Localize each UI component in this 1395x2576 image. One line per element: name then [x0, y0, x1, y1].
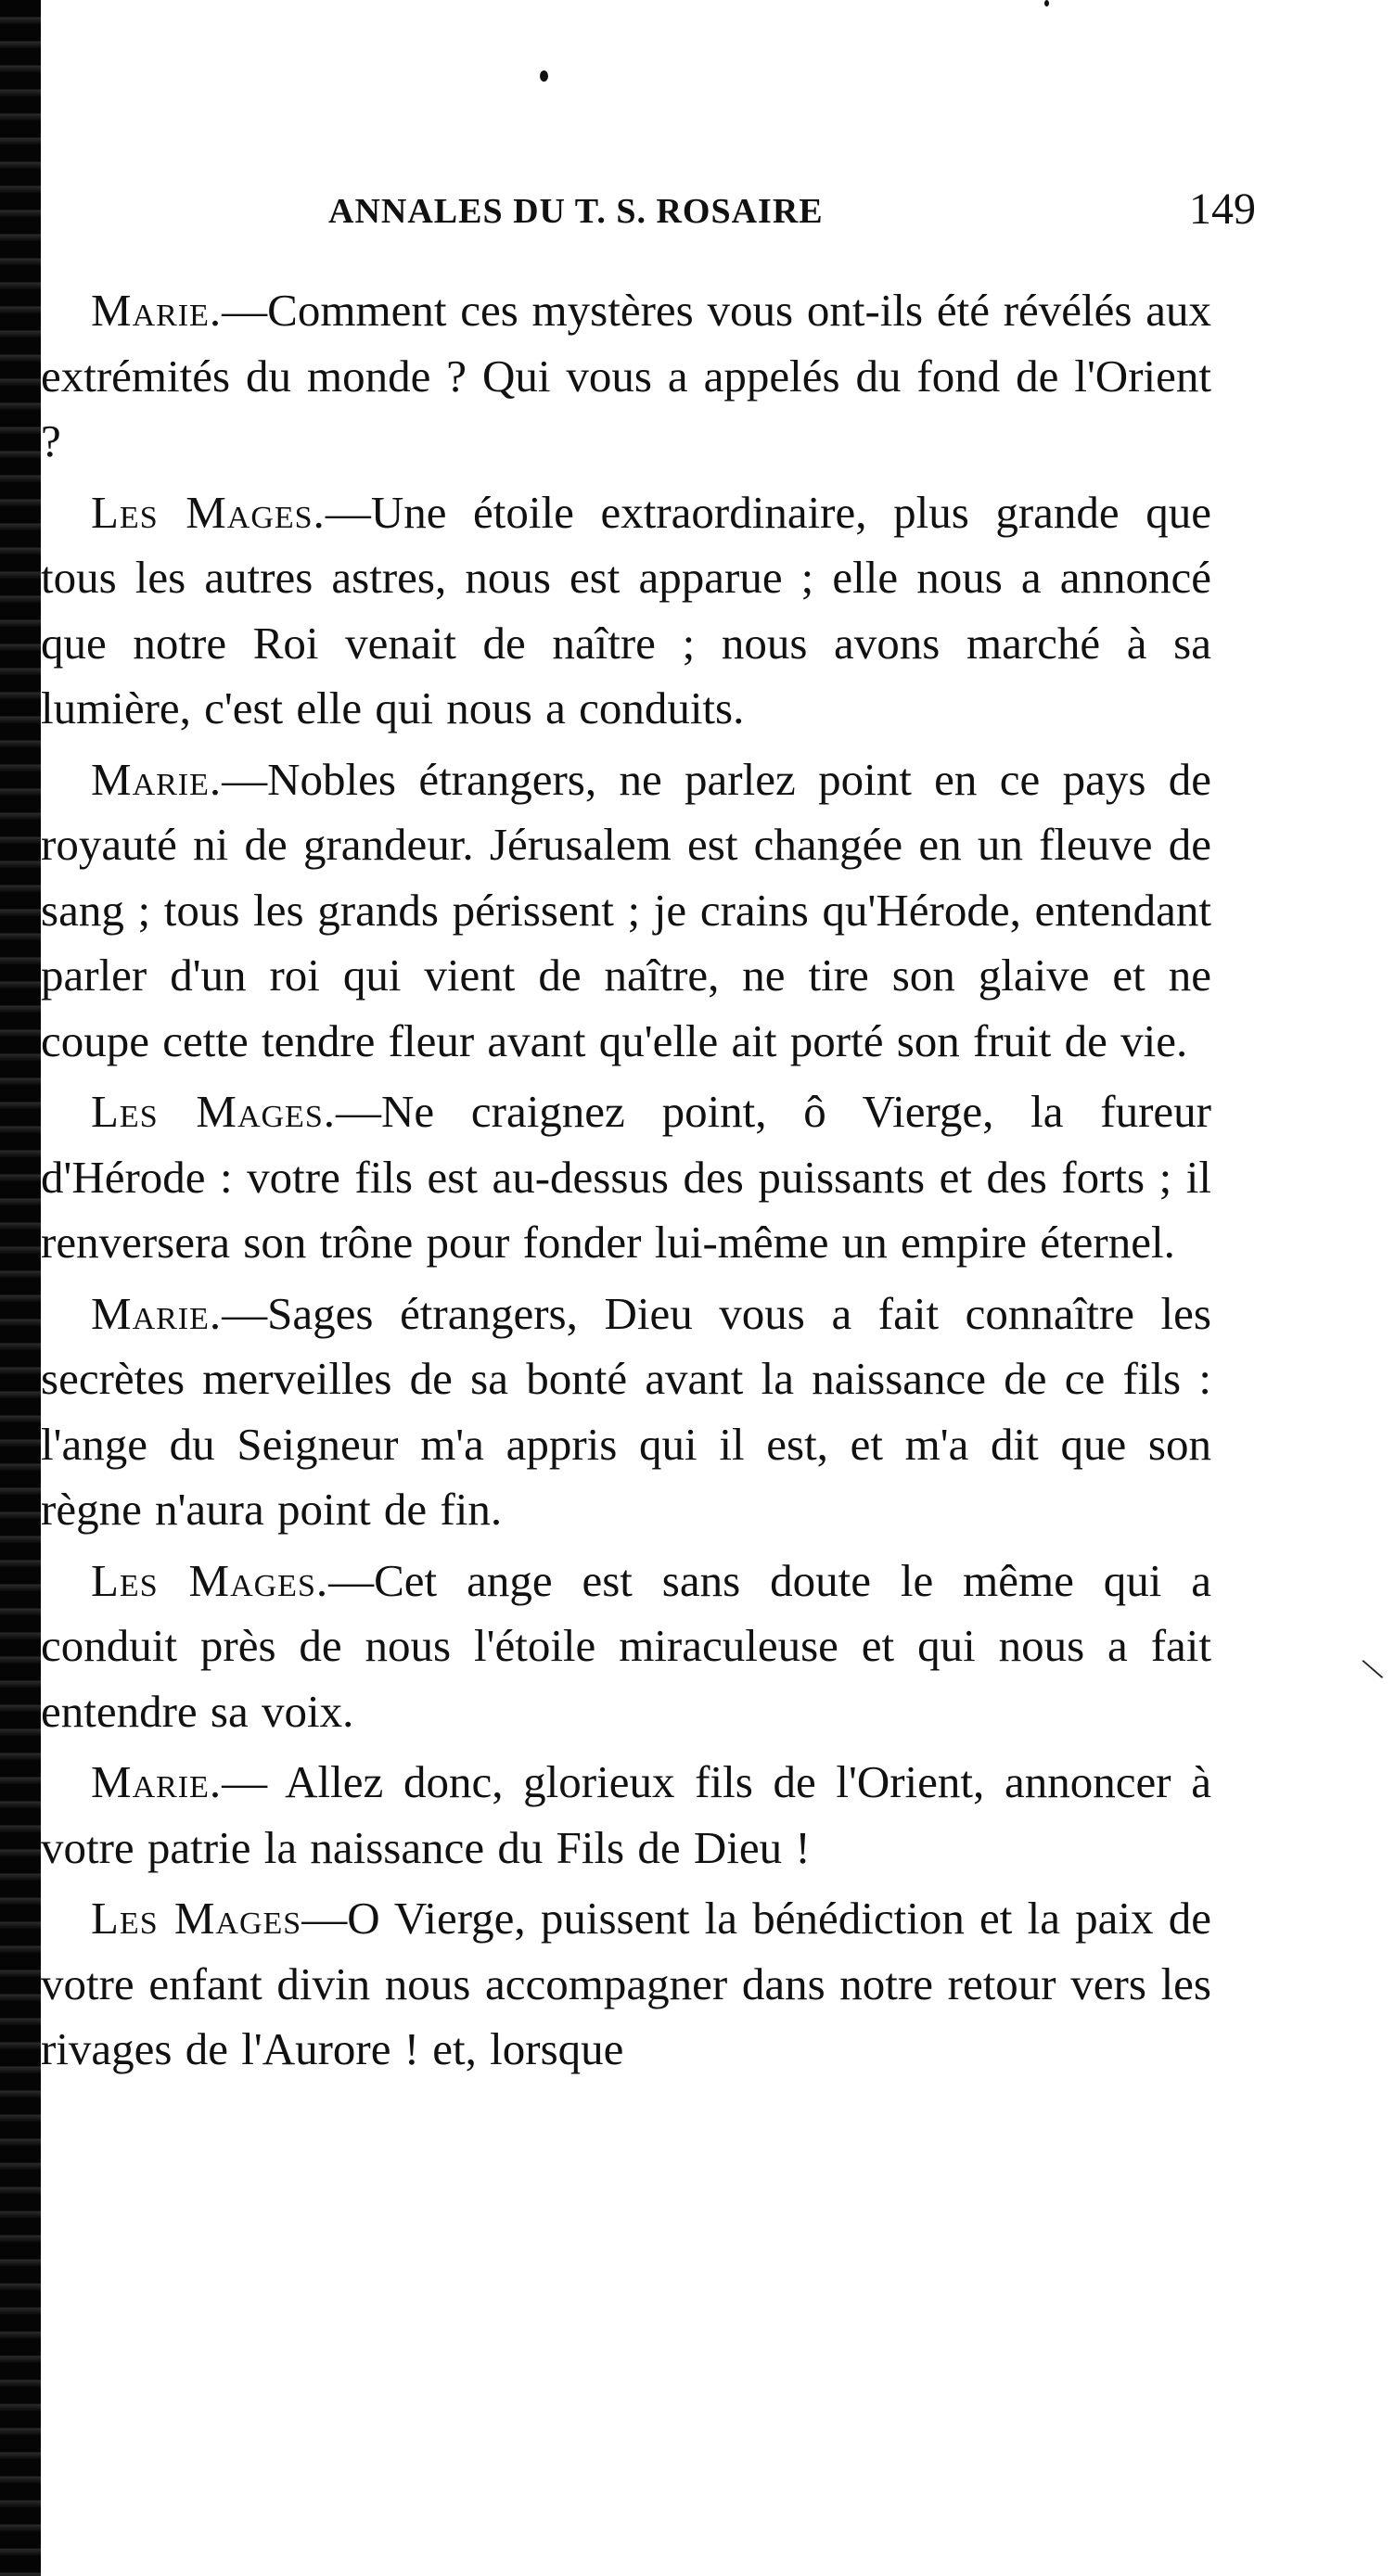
dialogue-paragraph [41, 1079, 1211, 1276]
dialogue-paragraph [41, 1886, 1211, 2083]
speaker-label: Les Mages [91, 1893, 302, 1944]
book-page [41, 0, 1395, 2576]
book-binding-edge [0, 0, 41, 2576]
spoken-text: —Comment ces mystères vous ont-ils été révélés aux extrémités du monde ? Qui vous a appelés du fond de l'Orient ? [41, 285, 1211, 466]
spoken-text: —O Vierge, puissent la bénédiction et la paix de votre enfant divin nous accompagner dans notre retour vers les rivages de l'Aurore ! et, lorsque [41, 1893, 1212, 2074]
dialogue-paragraph [41, 1282, 1211, 1543]
spoken-text: —Cet ange est sans doute le même qui a conduit près de nous l'étoile miraculeuse et qui nous a fait entendre sa voix. [41, 1554, 1212, 1737]
dialogue-text [41, 278, 1211, 2088]
margin-mark: \ [1357, 1648, 1388, 1690]
dialogue-paragraph [41, 480, 1211, 742]
dialogue-paragraph [41, 747, 1211, 1075]
spoken-text: — Allez donc, glorieux fils de l'Orient, annoncer à votre patrie la naissance du Fils de Dieu ! [41, 1756, 1211, 1873]
dialogue-paragraph [41, 1549, 1211, 1745]
speaker-label: Marie. [91, 1756, 223, 1807]
spoken-text: —Ne craignez point, ô Vierge, la fureur d'Hérode : votre fils est au-dessus des puissants et des forts ; il renversera son trône pour fonder lui-même un empire éternel. [41, 1086, 1212, 1268]
speaker-label: Marie. [91, 1287, 223, 1339]
spoken-text: —Une étoile extraordinaire, plus grande que tous les autres astres, nous est apparue ; elle nous a annoncé que notre Roi venait de naître ; nous avons marché à sa lumière, c'est elle qui nous a conduits. [41, 486, 1211, 733]
spoken-text: —Sages étrangers, Dieu vous a fait connaître les secrètes merveilles de sa bonté avant la naissance de ce fils : l'ange du Seigneur m'a appris qui il est, et m'a dit que son règne n'aura point de fin. [41, 1287, 1211, 1535]
dialogue-paragraph [41, 278, 1211, 475]
speaker-label: Marie. [91, 285, 223, 336]
running-header [328, 184, 1256, 239]
speaker-label: Les Mages. [91, 1086, 336, 1137]
speaker-label: Les Mages. [91, 1554, 329, 1606]
spoken-text: —Nobles étrangers, ne parlez point en ce pays de royauté ni de grandeur. Jérusalem est changée en un fleuve de sang ; tous les grands périssent ; je crains qu'Hérode, entendant parler d'un roi qui vient de naître, ne tire son glaive et ne coupe cette tendre fleur avant qu'elle ait porté son fruit de vie. [41, 753, 1211, 1066]
speaker-label: Marie. [91, 753, 223, 805]
dialogue-paragraph [41, 1750, 1211, 1881]
speaker-label: Les Mages. [91, 486, 326, 538]
page-number: 149 [1189, 185, 1256, 234]
running-title: ANNALES DU T. S. ROSAIRE [328, 192, 824, 231]
